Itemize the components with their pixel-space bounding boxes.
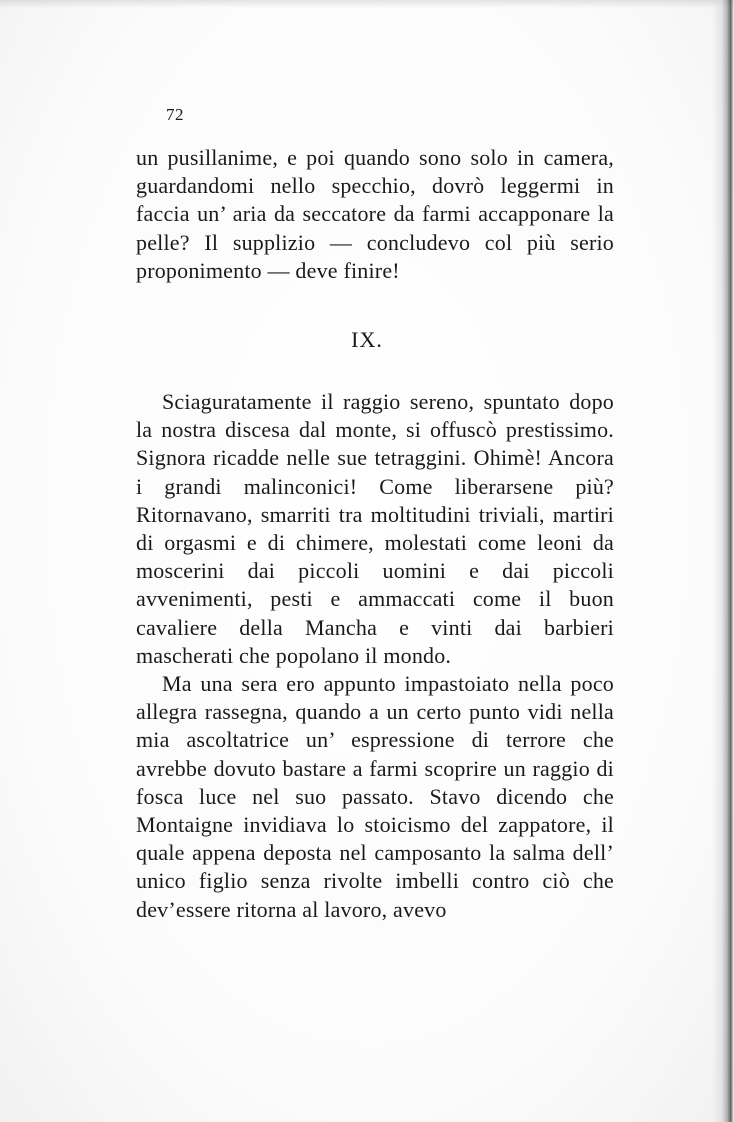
paragraph-1: Sciaguratamente il raggio sereno, spuntato dopo la nostra discesa dal monte, si offuscò prestissimo. Signora ricadde nelle sue tetraggini. Ohimè! Ancora i grandi malinconici! Come liberarsene più? Ritornavano, smarriti tra moltitudini triviali, martiri di orgasmi e di chimere, molestati come leoni da moscerini dai piccoli uomini e dai piccoli avvenimenti, pesti e ammaccati come il buon cavaliere della Mancha e vinti dai barbieri mascherati che popolano il mondo. — [136, 389, 614, 668]
chapter-heading: IX. — [351, 327, 383, 352]
opening-paragraph: un pusillanime, e poi quando sono solo in camera, guardandomi nello specchio, dovrò leggermi in faccia un’ aria da seccatore da farmi accapponare la pelle? Il supplizio — concludevo col più serio proponimento — deve finire! — [136, 145, 614, 283]
paragraph-2: Ma una sera ero appunto impastoiato nella poco allegra rassegna, quando a un certo punto vidi nella mia ascoltatrice un’ espressione di terrore che avrebbe dovuto bastare a farmi scoprire un raggio di fosca luce nel suo passato. Stavo dicendo che Montaigne invidiava lo stoicismo del zappatore, il quale appena deposta nel camposanto la salma dell’ unico figlio senza rivolte imbelli contro ciò che dev’essere ritorna al lavoro, avevo — [136, 671, 614, 922]
page-top-shadow — [0, 0, 734, 8]
text-block-continuation — [136, 144, 614, 285]
text-block-chapter — [136, 388, 614, 924]
page-number: 72 — [166, 105, 184, 124]
page-binding-edge — [712, 0, 734, 1122]
